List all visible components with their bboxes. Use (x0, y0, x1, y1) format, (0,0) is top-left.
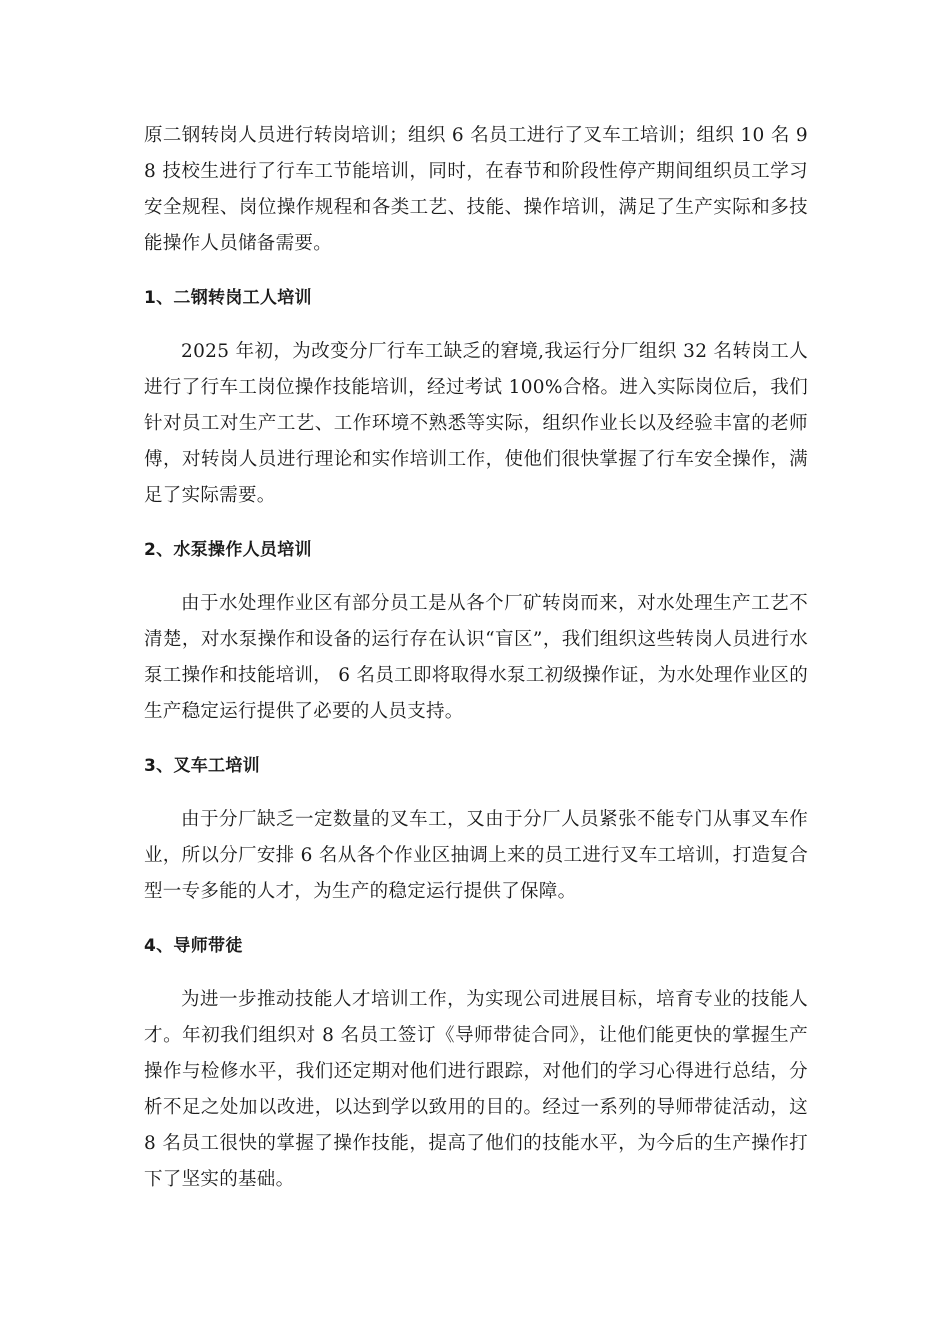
section-heading-3: 3、叉车工培训 (144, 756, 260, 776)
section-body-2: 由于水处理作业区有部分员工是从各个厂矿转岗而来，对水处理生产工艺不清楚，对水泵操作和设备的运行存在认识“盲区”，我们组织这些转岗人员进行水泵工操作和技能培训， 6 名员工即将取得水泵工初级操作证，为水处理作业区的生产稳定运行提供了必要的人员支持。 (144, 593, 808, 722)
section-heading-1: 1、二钢转岗工人培训 (144, 288, 312, 308)
document-page (144, 118, 808, 1216)
section-body-1: 2025 年初，为改变分厂行车工缺乏的窘境,我运行分厂组织 32 名转岗工人进行了行车工岗位操作技能培训，经过考试 100%合格。进入实际岗位后，我们针对员工对生产工艺、工作环境不熟悉等实际，组织作业长以及经验丰富的老师傅，对转岗人员进行理论和实作培训工作，使他们很快掌握了行车安全操作，满足了实际需要。 (144, 341, 808, 506)
section-body-3: 由于分厂缺乏一定数量的叉车工，又由于分厂人员紧张不能专门从事叉车作业，所以分厂安排 6 名从各个作业区抽调上来的员工进行叉车工培训，打造复合型一专多能的人才，为生产的稳定运行提供了保障。 (144, 809, 808, 902)
section-heading-2: 2、水泵操作人员培训 (144, 540, 312, 560)
section-body-4: 为进一步推动技能人才培训工作，为实现公司进展目标，培育专业的技能人才。年初我们组织对 8 名员工签订《导师带徒合同》，让他们能更快的掌握生产操作与检修水平，我们还定期对他们进行跟踪，对他们的学习心得进行总结，分析不足之处加以改进，以达到学以致用的目的。经过一系列的导师带徒活动，这 8 名员工很快的掌握了操作技能，提高了他们的技能水平，为今后的生产操作打下了坚实的基础。 (144, 989, 808, 1190)
intro-paragraph: 原二钢转岗人员进行转岗培训；组织 6 名员工进行了叉车工培训；组织 10 名 98 技校生进行了行车工节能培训，同时，在春节和阶段性停产期间组织员工学习安全规程、岗位操作规程和各类工艺、技能、操作培训，满足了生产实际和多技能操作人员储备需要。 (144, 125, 808, 254)
section-heading-4: 4、导师带徒 (144, 936, 243, 956)
